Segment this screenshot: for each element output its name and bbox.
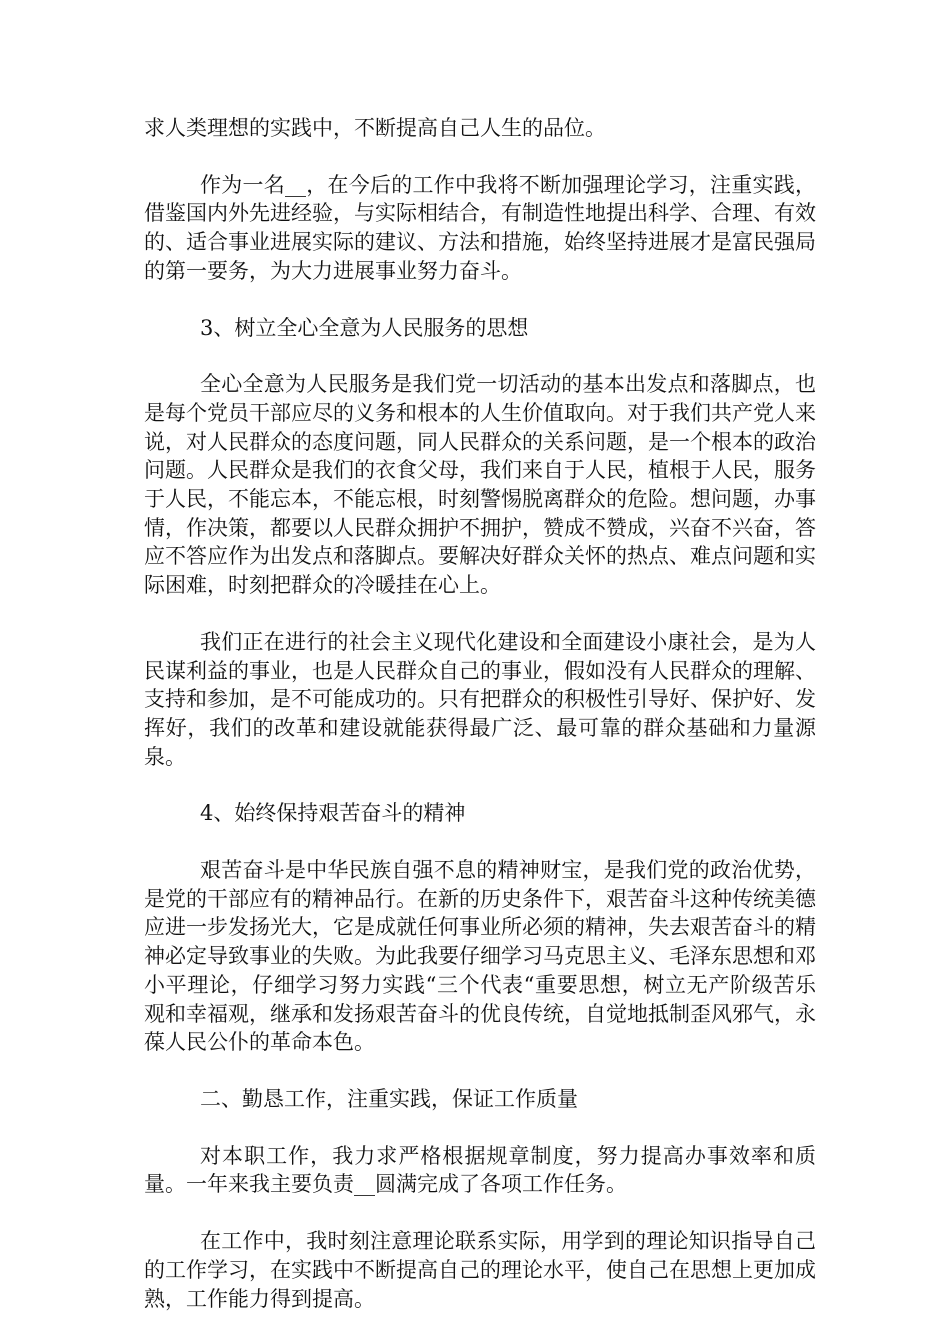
paragraph-serve-people: 全心全意为人民服务是我们党一切活动的基本出发点和落脚点，也是每个党员干部应尽的义务和根本的人生价值取向。对于我们共产党人来说，对人民群众的态度问题，同人民群众的关系问题，是一个根本的政治问题。人民群众是我们的衣食父母，我们来自于人民，植根于人民，服务于人民，不能忘本，不能忘根，时刻警惕脱离群众的危险。想问题，办事情，作决策，都要以人民群众拥护不拥护，赞成不赞成，兴奋不兴奋，答应不答应作为出发点和落脚点。要解决好群众关怀的热点、难点问题和实际困难，时刻把群众的冷暖挂在心上。 <box>144 372 816 598</box>
paragraph-theory-practice: 在工作中，我时刻注意理论联系实际，用学到的理论知识指导自己的工作学习，在实践中不断提高自己的理论水平，使自己在思想上更加成熟，工作能力得到提高。 <box>144 1229 816 1311</box>
document-page <box>144 114 816 1341</box>
section-heading-diligent-work: 二、勤恳工作，注重实践，保证工作质量 <box>200 1086 578 1111</box>
paragraph-job-duties: 对本职工作，我力求严格根据规章制度，努力提高办事效率和质量。一年来我主要负责__圆满完成了各项工作任务。 <box>144 1143 816 1197</box>
section-heading-hard-work: 4、始终保持艰苦奋斗的精神 <box>200 801 466 826</box>
paragraph-future-work: 作为一名__，在今后的工作中我将不断加强理论学习，注重实践，借鉴国内外先进经验，与实际相结合，有制造性地提出科学、合理、有效的、适合事业进展实际的建议、方法和措施，始终坚持进展才是富民强局的第一要务，为大力进展事业努力奋斗。 <box>144 172 816 283</box>
paragraph-hard-work: 艰苦奋斗是中华民族自强不息的精神财宝，是我们党的政治优势，是党的干部应有的精神品行。在新的历史条件下，艰苦奋斗这种传统美德应进一步发扬光大，它是成就任何事业所必须的精神，失去艰苦奋斗的精神必定导致事业的失败。为此我要仔细学习马克思主义、毛泽东思想和邓小平理论，仔细学习努力实践“三个代表“重要思想，树立无产阶级苦乐观和幸福观，继承和发扬艰苦奋斗的优良传统，自觉地抵制歪风邪气，永葆人民公仆的革命本色。 <box>144 858 816 1055</box>
section-heading-serve-people: 3、树立全心全意为人民服务的思想 <box>200 315 529 340</box>
paragraph-continuation: 求人类理想的实践中，不断提高自己人生的品位。 <box>144 116 606 140</box>
paragraph-socialist-construction: 我们正在进行的社会主义现代化建设和全面建设小康社会，是为人民谋利益的事业，也是人民群众自己的事业，假如没有人民群众的理解、支持和参加，是不可能成功的。只有把群众的积极性引导好、保护好、发挥好，我们的改革和建设就能获得最广泛、最可靠的群众基础和力量源泉。 <box>144 629 816 769</box>
